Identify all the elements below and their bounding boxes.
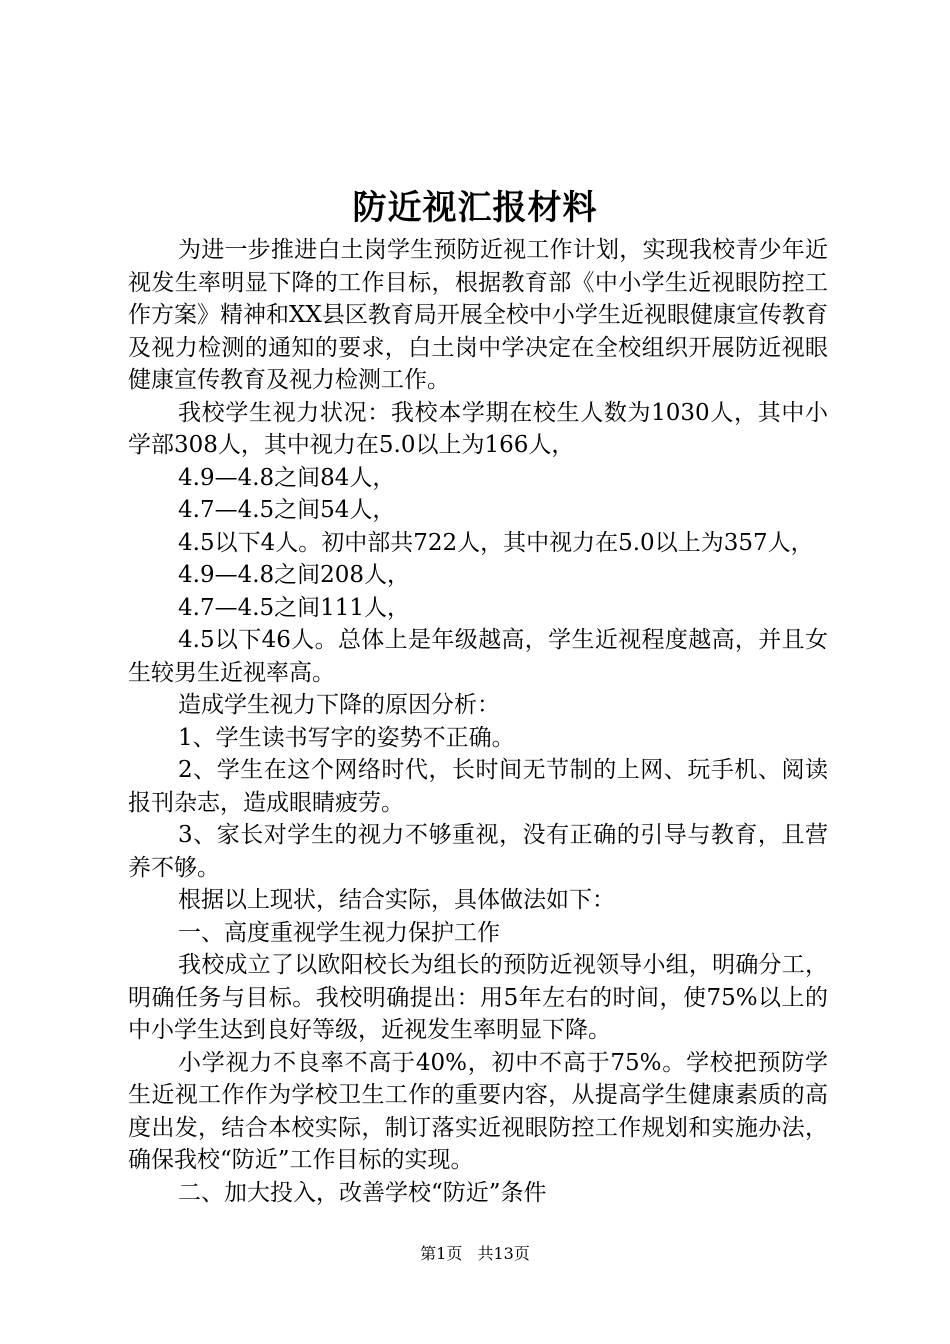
paragraph-intro: 为进一步推进白土岗学生预防近视工作计划，实现我校青少年近视发生率明显下降的工作目标，根据教育部《中小学生近视眼防控工作方案》精神和XX县区教育局开展全校中小学生近视眼健康宣传教育及视力检测的通知的要求，白土岗中学决定在全校组织开展防近视眼健康宣传教育及视力检测工作。 bbox=[128, 237, 828, 393]
paragraph-middle-4-9: 4.9—4.8之间208人， bbox=[178, 562, 411, 588]
document-body bbox=[128, 234, 828, 1209]
section-heading-2: 二、加大投入，改善学校“防近”条件 bbox=[178, 1179, 547, 1206]
paragraph-cause-3: 3、家长对学生的视力不够重视，没有正确的引导与教育，且营养不够。 bbox=[128, 822, 828, 881]
page-total: 共13页 bbox=[477, 1244, 530, 1263]
paragraph-cause-heading: 造成学生视力下降的原因分析： bbox=[178, 692, 500, 718]
document-title: 防近视汇报材料 bbox=[352, 188, 598, 228]
section-heading-1: 一、高度重视学生视力保护工作 bbox=[178, 919, 500, 946]
page-footer bbox=[0, 1241, 950, 1264]
paragraph-primary-below-4-5: 4.5以下4人。初中部共722人，其中视力在5.0以上为357人， bbox=[178, 529, 814, 556]
paragraph-leadership-group: 我校成立了以欧阳校长为组长的预防近视领导小组，明确分工，明确任务与目标。我校明确提出：用5年左右的时间，使75%以上的中小学生达到良好等级，近视发生率明显下降。 bbox=[128, 952, 828, 1043]
paragraph-cause-2: 2、学生在这个网络时代，长时间无节制的上网、玩手机、阅读报刊杂志，造成眼睛疲劳。 bbox=[128, 757, 828, 816]
paragraph-targets: 小学视力不良率不高于40%，初中不高于75%。学校把预防学生近视工作作为学校卫生工作的重要内容，从提高学生健康素质的高度出发，结合本校实际，制订落实近视眼防控工作规划和实施办法，确保我校“防近”工作目标的实现。 bbox=[128, 1049, 828, 1173]
page-number: 第1页 bbox=[420, 1244, 463, 1263]
paragraph-primary-4-7: 4.7—4.5之间54人， bbox=[178, 497, 396, 523]
paragraph-vision-status: 我校学生视力状况：我校本学期在校生人数为1030人，其中小学部308人，其中视力在5.0以上为166人， bbox=[128, 399, 828, 458]
paragraph-middle-4-7: 4.7—4.5之间111人， bbox=[178, 594, 411, 621]
paragraph-primary-4-9: 4.9—4.8之间84人， bbox=[178, 464, 396, 491]
paragraph-cause-1: 1、学生读书写字的姿势不正确。 bbox=[178, 724, 515, 751]
paragraph-measures-intro: 根据以上现状，结合实际，具体做法如下： bbox=[178, 887, 615, 913]
paragraph-middle-below-4-5: 4.5以下46人。总体上是年级越高，学生近视程度越高，并且女生较男生近视率高。 bbox=[128, 627, 828, 686]
